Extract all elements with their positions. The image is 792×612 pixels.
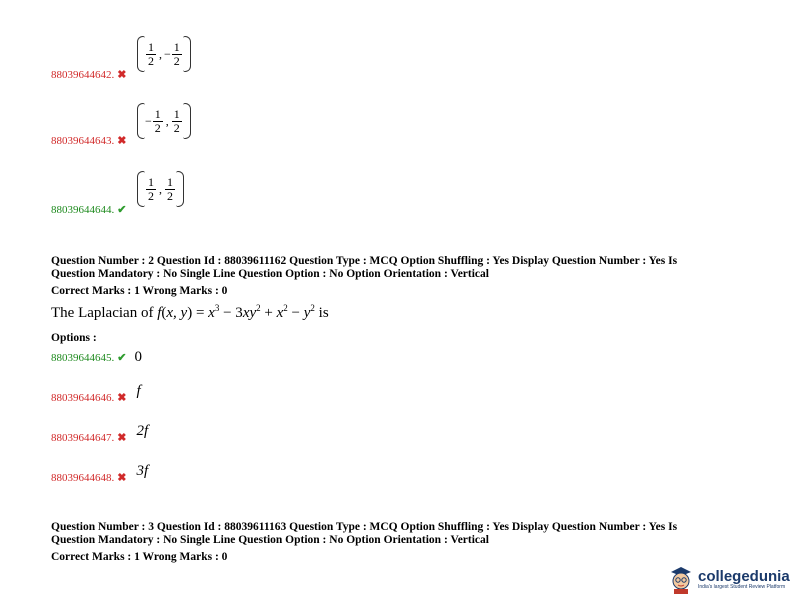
- option-value: 0: [134, 349, 142, 365]
- cross-icon: ✖: [117, 69, 127, 81]
- cross-icon: ✖: [117, 135, 127, 147]
- option-id: 88039644644.: [51, 204, 115, 216]
- option-id: 88039644647.: [51, 432, 115, 444]
- option-id: 88039644648.: [51, 472, 115, 484]
- option-id: 88039644642.: [51, 69, 115, 81]
- cross-icon: ✖: [117, 472, 127, 484]
- fraction-pair: $\frac{1}{2}$ , $\frac{1}{2}$: [137, 171, 184, 207]
- mascot-icon: [668, 565, 694, 595]
- question-3-meta: Question Number : 3 Question Id : 88039611163 Question Type : MCQ Option Shuffling : Yes Display Question Number : Yes Is Question Mandatory : No Single Line Question Option : No Option Orientation : Vertical: [51, 521, 678, 546]
- fraction-pair: $\frac{1}{2}$ , − $\frac{1}{2}$: [137, 36, 191, 72]
- q2-option-4: [51, 463, 149, 486]
- options-label: Options :: [51, 332, 97, 344]
- q2-option-2: [51, 383, 141, 406]
- option-value: f: [136, 383, 141, 399]
- option-id: 88039644643.: [51, 135, 115, 147]
- q2-option-1: [51, 348, 142, 366]
- fraction-pair: − $\frac{1}{2}$ , $\frac{1}{2}$: [137, 103, 191, 139]
- logo-tagline: India's largest Student Review Platform: [698, 584, 786, 590]
- option-value: 2f: [136, 423, 149, 439]
- logo-name: collegedunia: [698, 568, 790, 585]
- check-icon: ✔: [117, 204, 127, 216]
- cross-icon: ✖: [117, 432, 127, 444]
- check-icon: ✔: [117, 352, 127, 364]
- collegedunia-logo: [668, 560, 790, 600]
- question-2-marks: Correct Marks : 1 Wrong Marks : 0: [51, 285, 228, 297]
- cross-icon: ✖: [117, 392, 127, 404]
- question-2-meta: Question Number : 2 Question Id : 88039611162 Question Type : MCQ Option Shuffling : Yes Display Question Number : Yes Is Question Mandatory : No Single Line Question Option : No Option Orientation : Vertical: [51, 255, 678, 280]
- option-value: 3f: [136, 463, 149, 479]
- option-id: 88039644646.: [51, 392, 115, 404]
- option-id: 88039644645.: [51, 352, 115, 364]
- question-3-marks: Correct Marks : 1 Wrong Marks : 0: [51, 551, 228, 563]
- question-2-text: The Laplacian of f(x, $y) = x^3 - 3xy^2 + x^2 - y^2$ is: [51, 303, 329, 321]
- q2-option-3: [51, 423, 149, 446]
